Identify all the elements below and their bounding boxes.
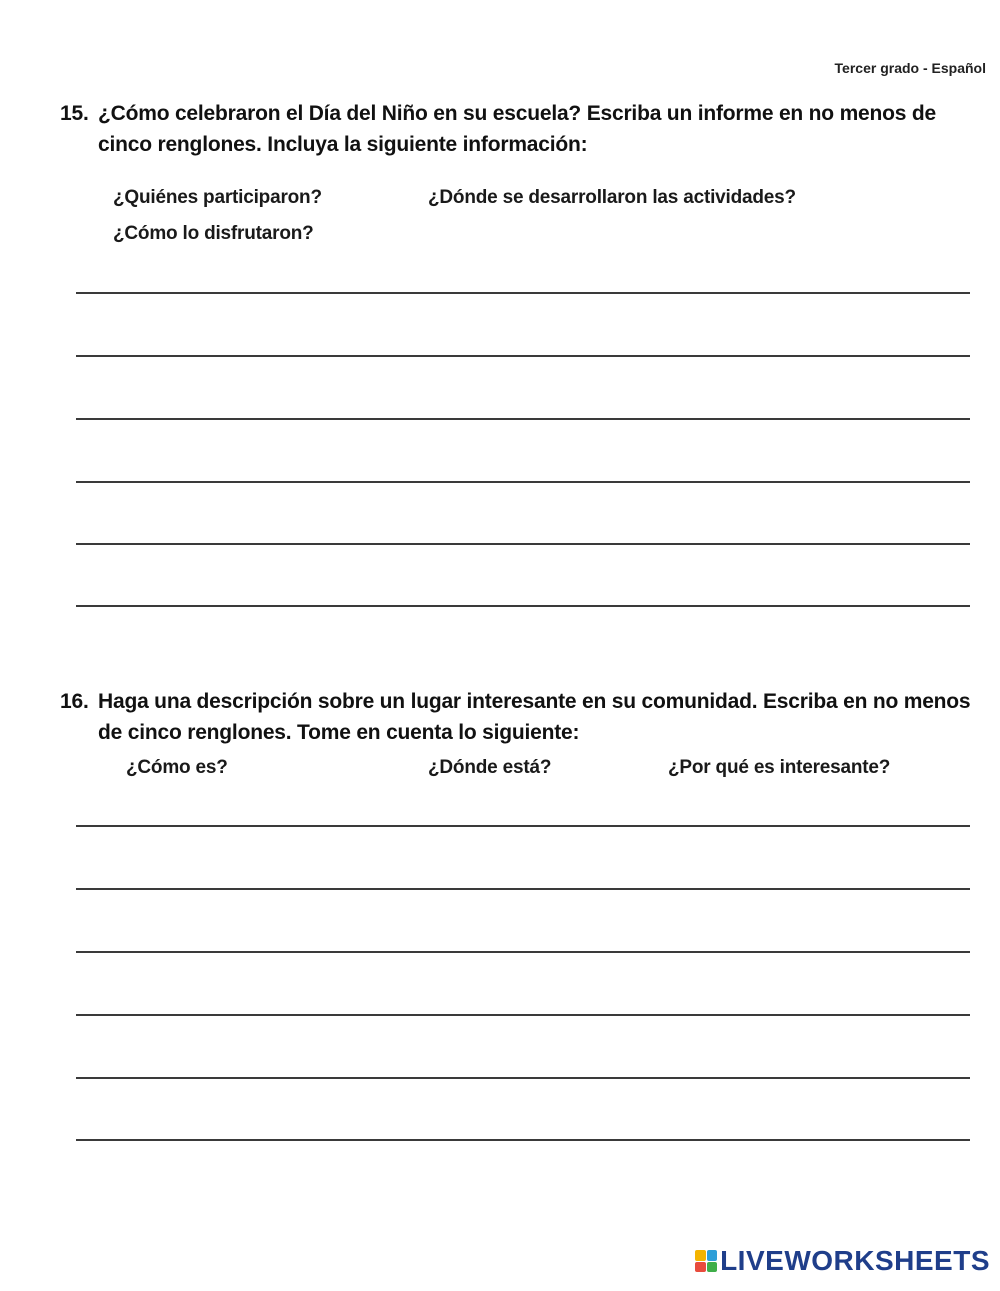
prompt-what-like: ¿Cómo es? (126, 757, 228, 778)
answer-line[interactable] (76, 543, 970, 549)
prompt-why-interesting: ¿Por qué es interesante? (668, 757, 891, 778)
question-16 (60, 686, 975, 748)
answer-line[interactable] (76, 355, 970, 361)
answer-line[interactable] (76, 292, 970, 298)
question-16-text: Haga una descripción sobre un lugar interesante en su comunidad. Escriba en no menos de cinco renglones. Tome en cuenta lo siguiente: (98, 690, 971, 744)
question-15-number: 15. (60, 102, 89, 125)
answer-line[interactable] (76, 825, 970, 831)
prompt-who-participated: ¿Quiénes participaron? (113, 187, 322, 208)
prompt-where-activities: ¿Dónde se desarrollaron las actividades? (428, 187, 796, 208)
question-15-text: ¿Cómo celebraron el Día del Niño en su escuela? Escriba un informe en no menos de cinco renglones. Incluya la siguiente información: (98, 102, 937, 156)
prompt-where-is: ¿Dónde está? (428, 757, 552, 778)
answer-line[interactable] (76, 605, 970, 611)
liveworksheets-logo-icon (695, 1250, 717, 1272)
prompt-how-enjoyed: ¿Cómo lo disfrutaron? (113, 223, 314, 244)
liveworksheets-logo[interactable] (695, 1245, 990, 1277)
answer-line[interactable] (76, 481, 970, 487)
answer-line[interactable] (76, 1139, 970, 1145)
grade-subject-label: Tercer grado - Español (834, 60, 986, 76)
answer-line[interactable] (76, 1014, 970, 1020)
answer-line[interactable] (76, 1077, 970, 1083)
question-16-number: 16. (60, 690, 89, 713)
question-15 (60, 98, 975, 160)
answer-line[interactable] (76, 888, 970, 894)
liveworksheets-logo-text: LIVEWORKSHEETS (720, 1245, 990, 1276)
answer-line[interactable] (76, 418, 970, 424)
answer-line[interactable] (76, 951, 970, 957)
